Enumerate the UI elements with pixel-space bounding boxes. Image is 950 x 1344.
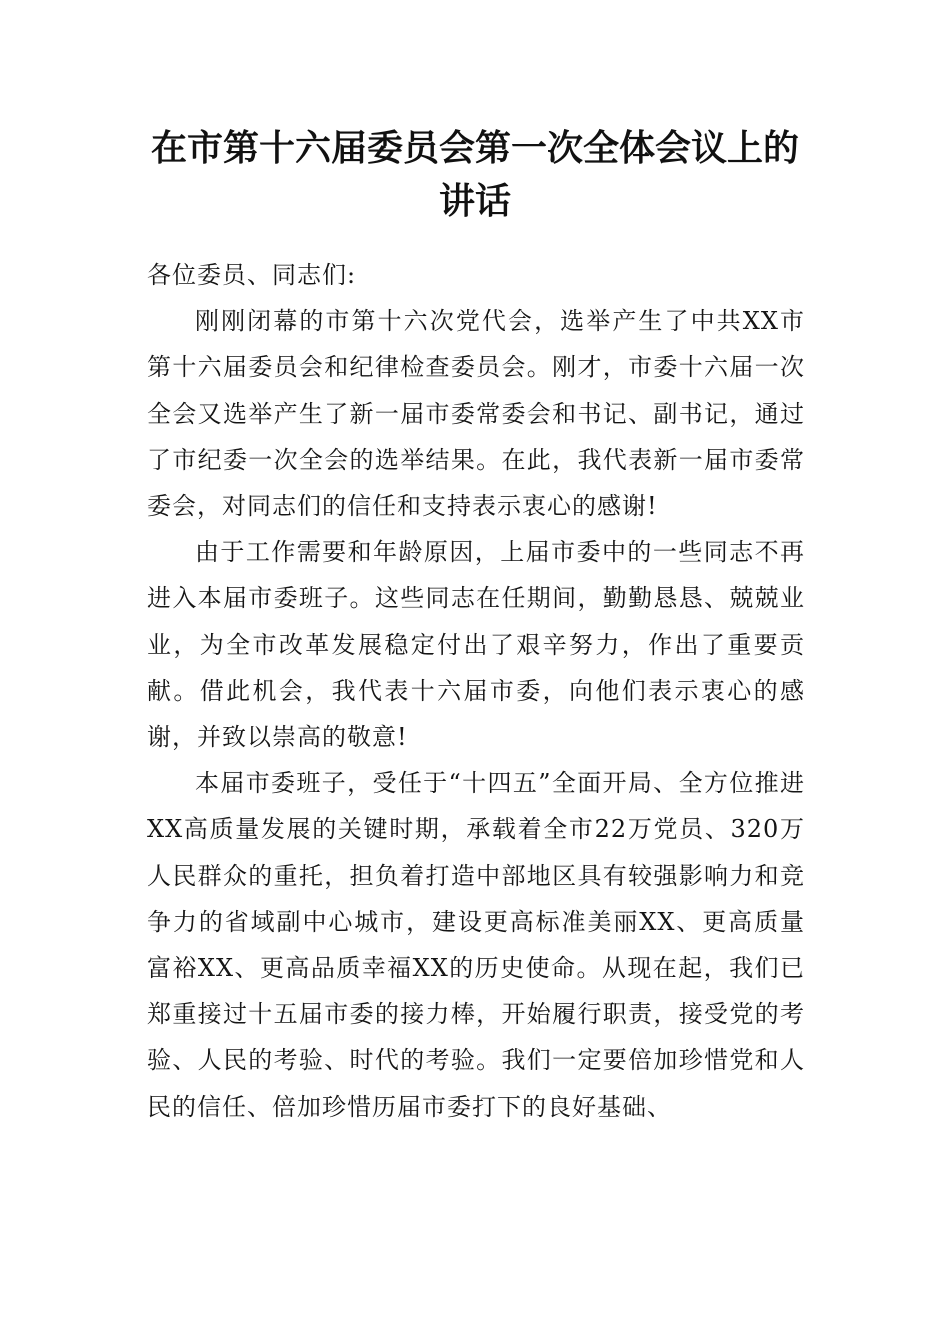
paragraph-3: 本届市委班子，受任于“十四五”全面开局、全方位推进XX高质量发展的关键时期，承载着全市22万党员、320万人民群众的重托，担负着打造中部地区具有较强影响力和竞争力的省域副中心城市，建设更高标准美丽XX、更高质量富裕XX、更高品质幸福XX的历史使命。从现在起，我们已郑重接过十五届市委的接力棒，开始履行职责，接受党的考验、人民的考验、时代的考验。我们一定要倍加珍惜党和人民的信任、倍加珍惜历届市委打下的良好基础、: [147, 769, 805, 1121]
title-line-1: 在市第十六届委员会第一次全体会议上的: [150, 127, 799, 169]
document-body: [147, 252, 805, 1130]
salutation: 各位委员、同志们:: [147, 261, 357, 289]
title-line-2: 讲话: [438, 180, 511, 222]
document-title: [130, 122, 820, 228]
paragraph-2: 由于工作需要和年龄原因，上届市委中的一些同志不再进入本届市委班子。这些同志在任期间，勤勤恳恳、兢兢业业，为全市改革发展稳定付出了艰辛努力，作出了重要贡献。借此机会，我代表十六届市委，向他们表示衷心的感谢，并致以崇高的敬意!: [147, 538, 805, 752]
paragraph-1: 刚刚闭幕的市第十六次党代会，选举产生了中共XX市第十六届委员会和纪律检查委员会。刚才，市委十六届一次全会又选举产生了新一届市委常委会和书记、副书记，通过了市纪委一次全会的选举结果。在此，我代表新一届市委常委会，对同志们的信任和支持表示衷心的感谢!: [147, 307, 805, 521]
